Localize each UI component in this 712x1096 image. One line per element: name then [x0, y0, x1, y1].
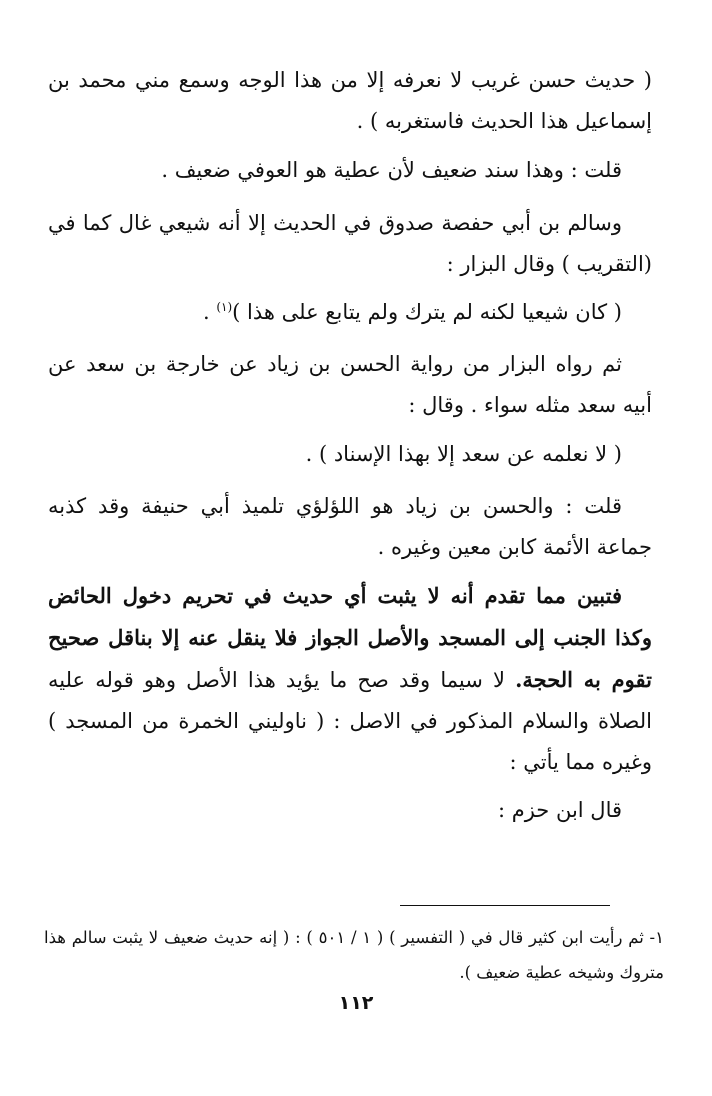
- footnote-1: ١- ثم رأيت ابن كثير قال في ( التفسير ) ( ١ / ٥٠١ ) : ( إنه حديث ضعيف لا يثبت سالم هذا متروك وشيخه عطية ضعيف ).: [44, 928, 664, 982]
- conclusion-bold-text: فتبين مما تقدم أنه لا يثبت أي حديث في تحريم دخول الحائض وكذا الجنب إلى المسجد والأصل الجواز فلا ينقل عنه إلا بناقل صحيح تقوم به الحجة.: [48, 583, 652, 692]
- paragraph-isnad-quote: ( لا نعلمه عن سعد إلا بهذا الإسناد ) .: [305, 442, 622, 466]
- bazzar-quote-end: .: [202, 300, 217, 324]
- page-number: ١١٢: [338, 992, 374, 1014]
- paragraph-bazzar-narration: ثم رواه البزار من رواية الحسن بن زياد عن خارجة بن سعد عن أبيه سعد مثله سواء . وقال :: [48, 352, 652, 417]
- paragraph-salim: وسالم بن أبي حفصة صدوق في الحديث إلا أنه شيعي غال كما في (التقريب ) وقال البزار :: [48, 211, 652, 276]
- paragraph-sanad-weak: قلت : وهذا سند ضعيف لأن عطية هو العوفي ضعيف .: [161, 158, 622, 182]
- paragraph-hasan-ibn-ziyad: قلت : والحسن بن زياد هو اللؤلؤي تلميذ أبي حنيفة وقد كذبه جماعة الأئمة كابن معين وغيره .: [48, 494, 652, 559]
- footnote-divider: [400, 905, 610, 906]
- paragraph-bazzar-quote: [48, 292, 652, 333]
- footnote-marker: (١): [216, 300, 233, 314]
- paragraph-conclusion: [48, 575, 652, 783]
- bazzar-quote-text: ( كان شيعيا لكنه لم يترك ولم يتابع على هذا ): [232, 300, 622, 324]
- conclusion-rest-text: لا سيما وقد صح ما يؤيد هذا الأصل وهو قوله عليه الصلاة والسلام المذكور في الاصل : ( ناوليني الخمرة من المسجد ) وغيره مما يأتي :: [48, 668, 652, 774]
- paragraph-ibn-hazm: قال ابن حزم :: [497, 798, 622, 822]
- paragraph-quote-hadith: ( حديث حسن غريب لا نعرفه إلا من هذا الوجه وسمع مني محمد بن إسماعيل هذا الحديث فاستغربه ) .: [48, 68, 652, 133]
